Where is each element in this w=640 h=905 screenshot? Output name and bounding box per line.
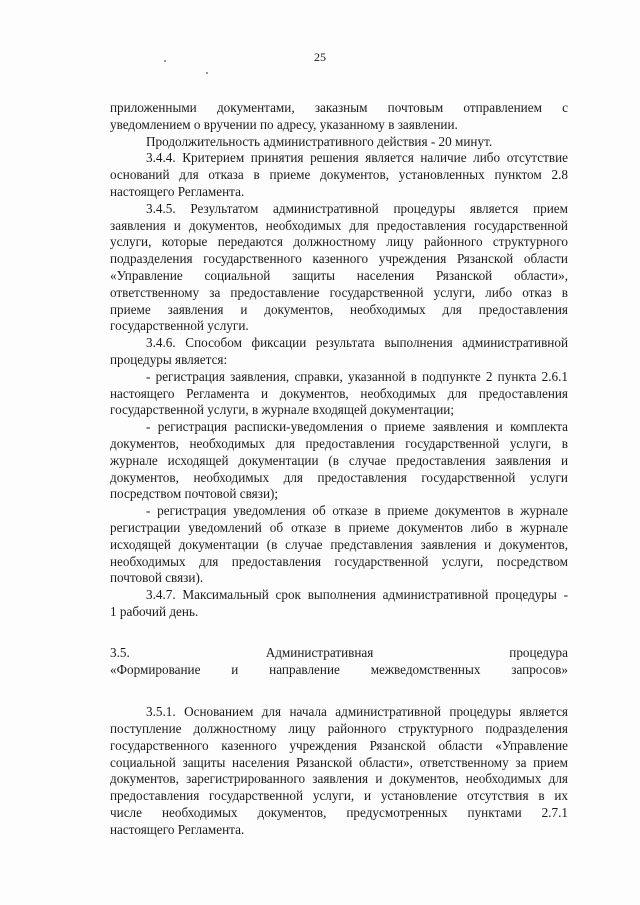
text-line: приеме заявления и документов, необходимых для предоставления xyxy=(110,301,568,317)
paragraph xyxy=(110,503,568,587)
text-line: 3.4.7. Максимальный срок выполнения административной процедуры - xyxy=(146,587,568,603)
text-line: государственной услуги, в журнале входящей документации; xyxy=(110,402,455,418)
text-line: уведомлением о вручении по адресу, указанному в заявлении. xyxy=(110,116,458,132)
text-line: регистрации уведомлений об отказе в приеме документов либо в журнале xyxy=(110,519,568,535)
text-line: государственного казенного учреждения Рязанской области «Управление xyxy=(110,737,568,753)
text-line: исходящей документации (в случае представления заявления и документов, xyxy=(110,536,568,552)
paragraph xyxy=(110,100,568,134)
text-line: государственной услуги. xyxy=(110,318,249,334)
text-line: настоящего Регламента и документов, необходимых для предоставления xyxy=(110,385,568,401)
document-body xyxy=(110,100,568,839)
paragraph xyxy=(110,150,568,200)
text-line: числе необходимых документов, предусмотренных пунктами 2.7.1 xyxy=(110,805,568,821)
text-line: - регистрация уведомления об отказе в приеме документов в журнале xyxy=(146,503,568,519)
text-line: «Управление социальной защиты населения Рязанской области», xyxy=(110,267,568,283)
spacer xyxy=(110,678,568,704)
text-line: приложенными документами, заказным почтовым отправлением с xyxy=(110,100,568,115)
section-title: 3.5. Административная процедура xyxy=(110,644,568,660)
page-number: 25 xyxy=(314,50,326,64)
text-line: предоставления государственной услуги, и установление отсутствия в их xyxy=(110,788,568,804)
paragraph xyxy=(110,201,568,335)
text-line: услуги, которые передаются должностному лицу районного структурного xyxy=(110,234,568,250)
text-line: 3.5.1. Основанием для начала административной процедуры является xyxy=(146,704,568,720)
text-line: 1 рабочий день. xyxy=(110,603,199,619)
text-line: оснований для отказа в приеме документов, установленных пунктом 2.8 xyxy=(110,167,568,183)
text-line: настоящего Регламента. xyxy=(110,821,245,837)
text-line: подразделения государственного казенного учреждения Рязанской области xyxy=(110,251,568,267)
paragraph xyxy=(110,704,568,838)
text-line: 3.4.6. Способом фиксации результата выполнения административной xyxy=(146,335,568,351)
text-line: настоящего Регламента. xyxy=(110,183,245,199)
text-line: документов, зарегистрированного заявления и документов, необходимых для xyxy=(110,771,568,787)
paragraph xyxy=(110,369,568,419)
spacer xyxy=(110,621,568,645)
text-line: необходимых для предоставления государственной услуги, посредством xyxy=(110,553,568,569)
text-line: поступление должностному лицу районного структурного подразделения xyxy=(110,721,568,737)
text-line: 3.4.5. Результатом административной процедуры является прием xyxy=(146,200,568,216)
text-line: заявления и документов, необходимых для предоставления государственной xyxy=(110,217,568,233)
scan-speck xyxy=(164,60,166,62)
scan-speck xyxy=(206,72,208,74)
paragraph xyxy=(110,134,568,151)
text-line: процедуры является: xyxy=(110,351,228,367)
text-line: 3.4.4. Критерием принятия решения является наличие либо отсутствие xyxy=(146,150,568,166)
text-line: документов, необходимых для предоставления государственной услуги xyxy=(110,469,568,485)
text-line: посредством почтовой связи); xyxy=(110,486,279,502)
text-line: ответственному за предоставление государственной услуги, либо отказ в xyxy=(110,284,568,300)
text-line: - регистрация расписки-уведомления о приеме заявления и комплекта xyxy=(146,419,568,435)
text-line: Продолжительность административного действия - 20 минут. xyxy=(146,133,493,149)
text-line: журнале исходящей документации (в случае предоставления заявления и xyxy=(110,452,568,468)
text-line: почтовой связи). xyxy=(110,570,204,586)
paragraph xyxy=(110,419,568,503)
paragraph xyxy=(110,335,568,369)
text-line: документов, необходимых для предоставления государственной услуги, в xyxy=(110,435,568,451)
paragraph xyxy=(110,587,568,621)
section-subtitle: «Формирование и направление межведомственных запросов» xyxy=(110,661,568,677)
text-line: - регистрация заявления, справки, указанной в подпункте 2 пункта 2.6.1 xyxy=(146,368,568,384)
text-line: социальной защиты населения Рязанской области», ответственному за прием xyxy=(110,754,568,770)
